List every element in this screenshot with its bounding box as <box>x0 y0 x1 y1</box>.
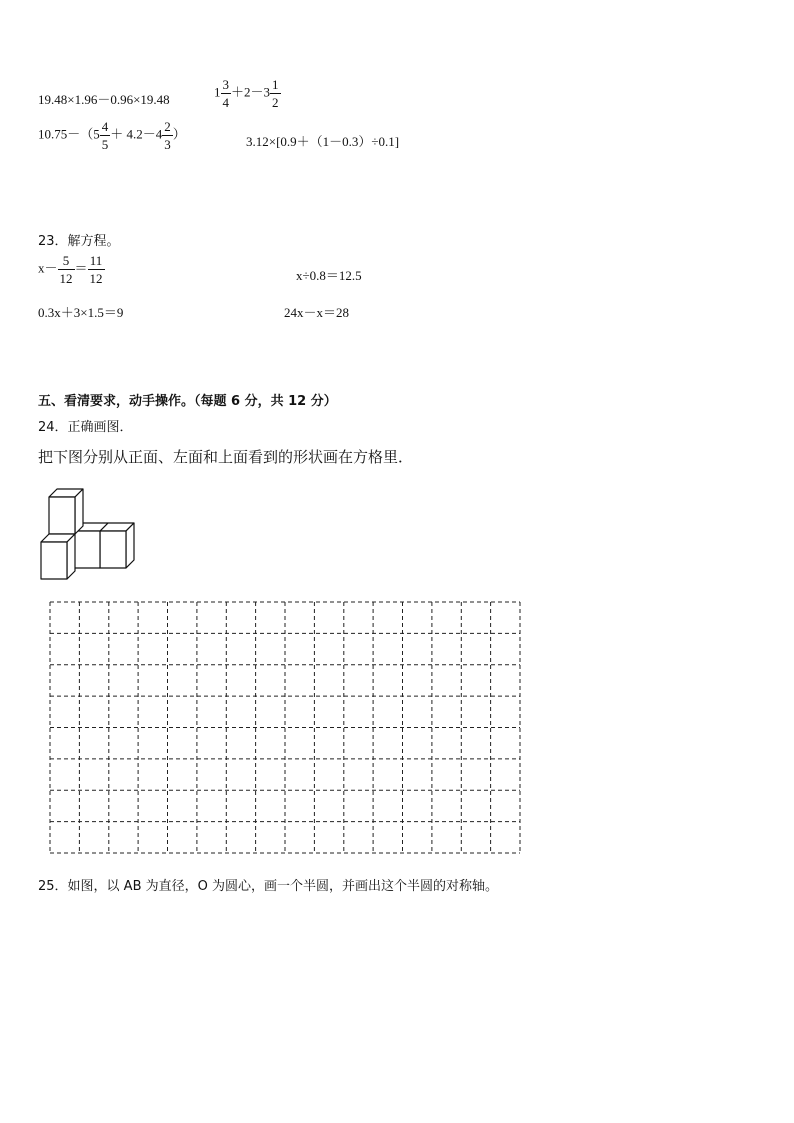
calc-expression-3 <box>38 120 186 151</box>
expression-suffix: ） <box>172 126 186 142</box>
calc-expression-4: 3.12×[0.9＋（1－0.3）÷0.1] <box>246 134 400 149</box>
calc-expression-1: 19.48×1.96－0.96×19.48 <box>38 92 170 107</box>
fraction-numerator: 11 <box>88 254 105 270</box>
mixed-whole: 1 <box>214 84 221 100</box>
fraction-numerator: 4 <box>101 119 109 134</box>
q23-equation-1 <box>38 254 105 285</box>
answer-grid[interactable] <box>49 601 521 855</box>
fraction-numerator: 1 <box>272 77 279 92</box>
fraction-denominator: 3 <box>164 137 171 152</box>
equation-prefix: x－ <box>38 260 58 276</box>
cube-front-face <box>74 531 100 568</box>
cube-stack-figure <box>36 486 140 582</box>
fraction-denominator: 12 <box>59 271 73 286</box>
cube-side-face <box>75 489 83 534</box>
q24-instruction: 把下图分别从正面、左面和上面看到的形状画在方格里． <box>38 448 414 466</box>
equals-sign: ＝ <box>74 260 88 276</box>
fraction-denominator: 5 <box>101 137 109 152</box>
fraction-denominator: 12 <box>89 271 103 286</box>
q23-equation-4: 24x－x＝28 <box>284 305 350 320</box>
q23-equation-3: 0.3x＋3×1.5＝9 <box>38 305 124 320</box>
fraction-numerator: 5 <box>58 254 75 270</box>
fraction-denominator: 4 <box>222 95 229 110</box>
calc-expression-2 <box>214 78 281 109</box>
cube-front-face <box>41 542 67 579</box>
section-5-header: 五、看清要求，动手操作。（每题 6 分，共 12 分） <box>38 394 337 409</box>
q24-title: 24．正确画图． <box>38 420 133 435</box>
expression-prefix: 10.75－（5 <box>38 126 100 142</box>
fraction-numerator: 2 <box>164 119 171 134</box>
q25-text: 25．如图，以 AB 为直径，O 为圆心，画一个半圆，并画出这个半圆的对称轴。 <box>38 879 498 894</box>
q23-title: 23．解方程。 <box>38 234 120 249</box>
cube-front-face <box>100 531 126 568</box>
expression-middle: ＋2－3 <box>231 84 271 100</box>
expression-middle: ＋ 4.2－4 <box>110 126 163 142</box>
cube-front-face <box>49 497 75 534</box>
fraction-denominator: 2 <box>272 95 279 110</box>
cube-side-face <box>126 523 134 568</box>
fraction-numerator: 3 <box>222 77 229 92</box>
cube-side-face <box>67 534 75 579</box>
q23-equation-2: x÷0.8＝12.5 <box>296 268 362 283</box>
